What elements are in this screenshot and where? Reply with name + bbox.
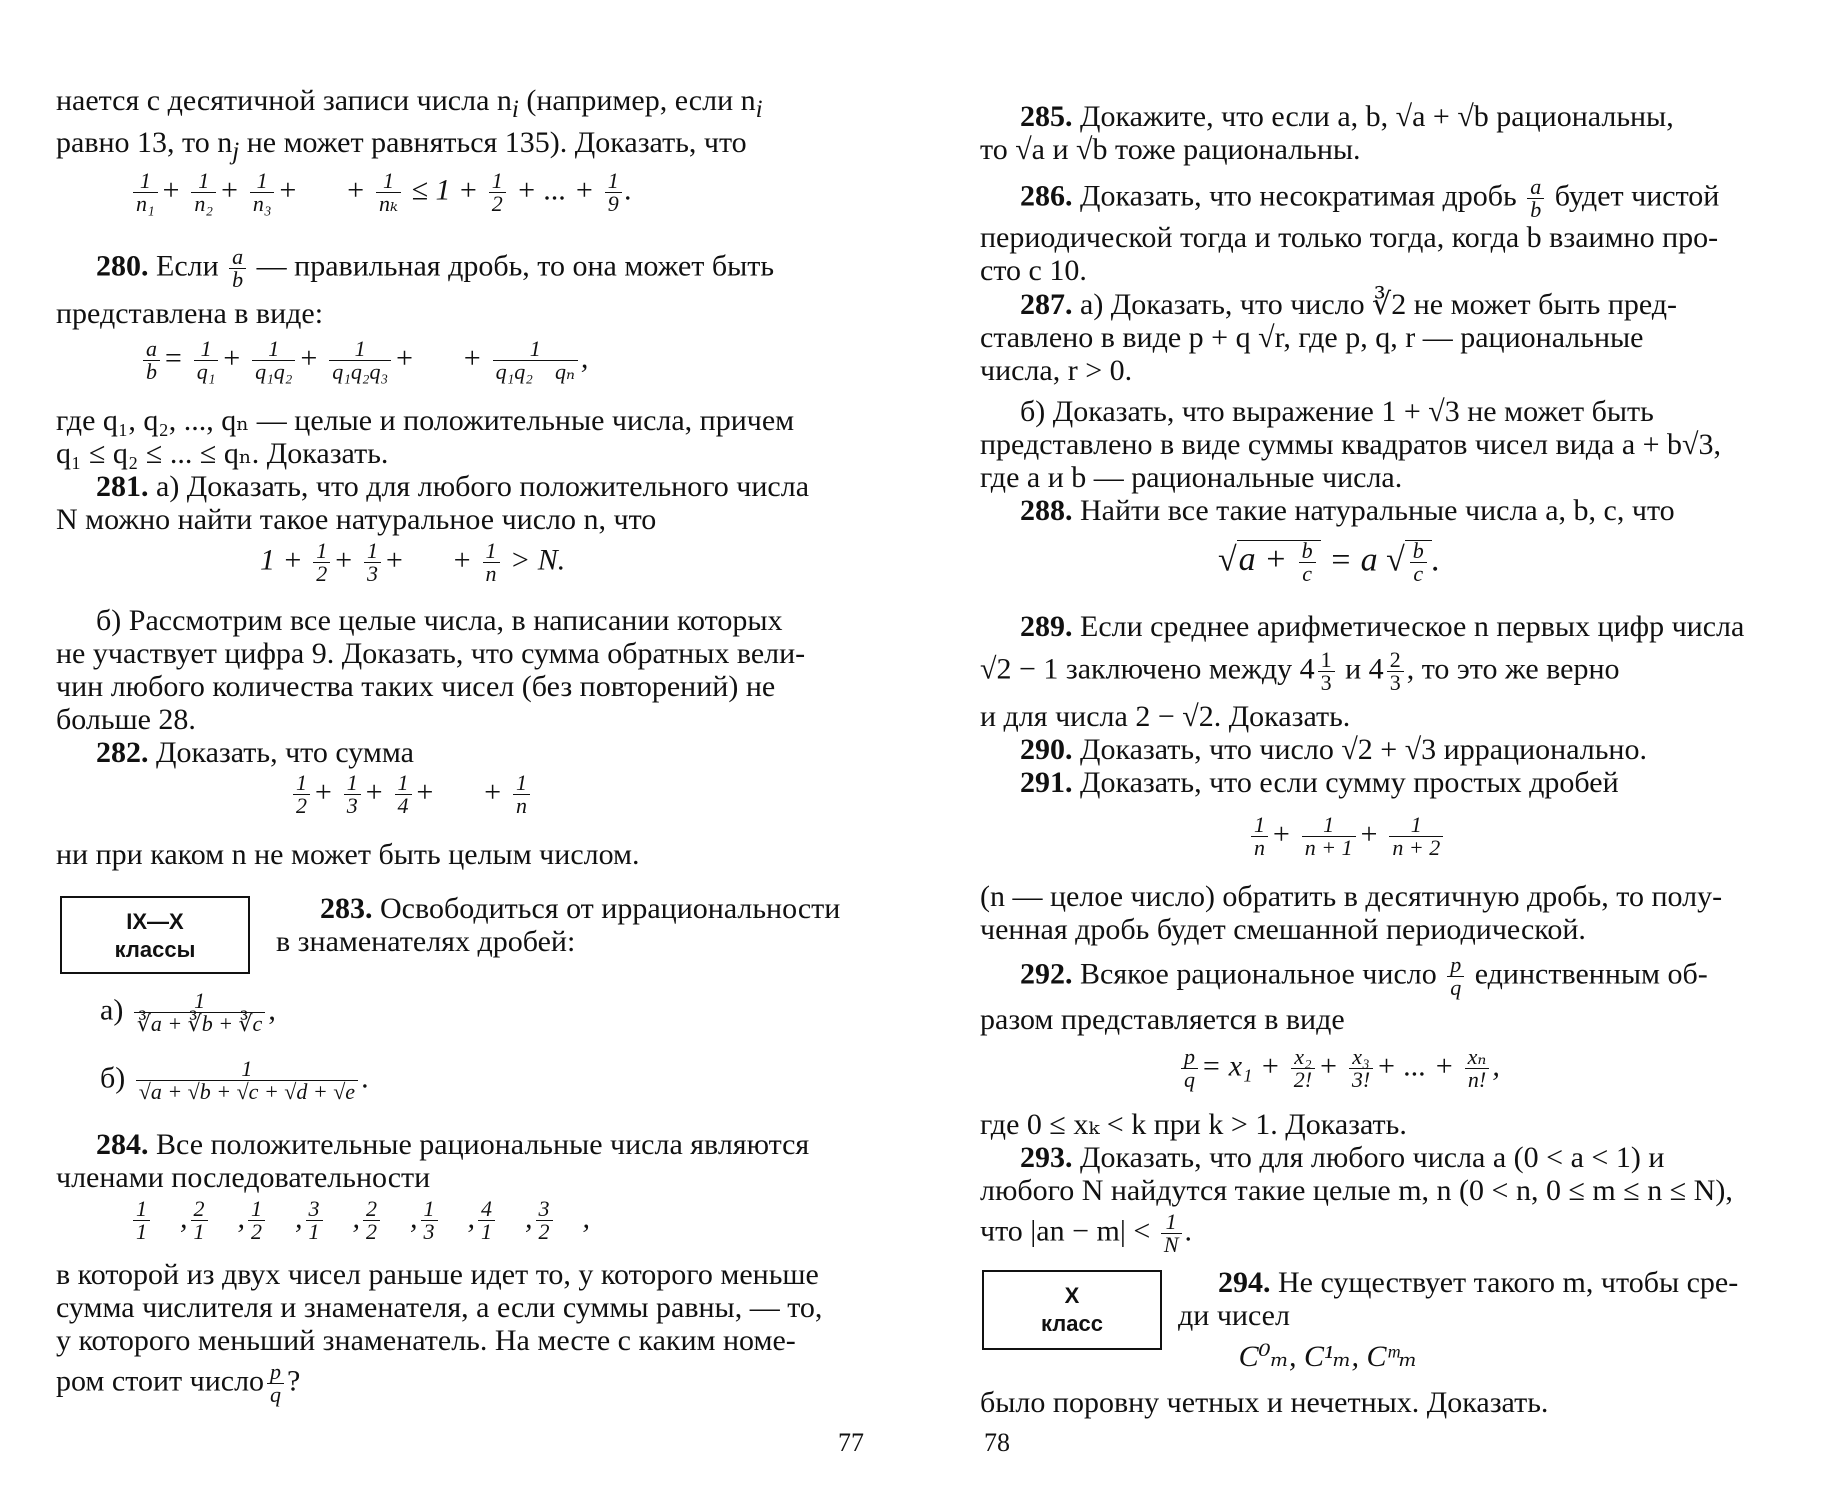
formula-294: C⁰ₘ, C¹ₘ, Cᵐₘ — [1238, 1340, 1418, 1373]
problem-283: 283. Освободиться от иррациональности в знаменателях дробей: — [276, 892, 841, 958]
problem-287: 287. а) Доказать, что число ∛2 не может быть пред- ставлено в виде p + q √r, где p, q, r — рациональные числа, r > 0. б) Доказать, что выражение 1 + √3 не может быть представлено в виде суммы квадратов чисел вида a + b√3, где a и b — рациональные числа. 288. Найти все такие натуральные числа a, b, c, что — [980, 288, 1722, 527]
intro-text: нается с десятичной записи числа $n_i$ (например, если $n_i$ равно 13, то $n_j$ не может равняться 135). Доказать, что — [56, 84, 763, 165]
inequality-formula: $\frac{1}{\text{n₁}}$ + $\frac{1}{\text{n₂}}$ + $\frac{1}{\text{n₃}}$ + + $\frac{1}{\text{nₖ}}$ ≤ 1 + $\frac{1}{2}$ + ... + $\frac{1}{9}$ . — [130, 170, 830, 215]
formula-288: √a + $\frac{b}{c}$ = a √ $\frac{b}{c}$ . — [1218, 538, 1441, 586]
formula-292: $\frac{p}{q}$ = x₁ + $\frac{\text{x₂}}{2!}$ + $\frac{\text{x₃}}{3!}$ + ... + $\frac{\text{xₙ}}{n!}$ , — [1178, 1046, 1678, 1091]
problem-289: 289. Если среднее арифметическое n первых цифр числа √2 − 1 заключено между 4 $\frac{1}{3}$ и 4 $\frac{2}{3}$ , то это же верно и для числа 2 − √2. Доказать. 290. Доказать, что число √2 + √3 иррационально. 291. Доказать, что если сумму простых дробей — [980, 610, 1745, 799]
problem-283-a: а) $\frac{1}{∛a + ∛b + ∛c}$ , — [100, 988, 276, 1036]
page-number: 77 — [838, 1428, 864, 1457]
formula-291: $\frac{1}{n}$ + $\frac{1}{n + 1}$ + $\frac{1}{n + 2}$ — [1248, 814, 1648, 859]
problem-282-tail: ни при каком n не может быть целым числом. — [56, 838, 640, 871]
problem-284: 284. Все положительные рациональные числа являются членами последовательности — [56, 1128, 810, 1194]
formula-280: $\frac{a}{b}$ = $\frac{1}{\text{q₁}}$ + $\frac{1}{\text{q₁q₂}}$ + $\frac{1}{\text{q₁q₂q₃}}$ + + $\frac{1}{\text{q₁q₂ qₙ}}$ , — [140, 338, 840, 383]
problem-280: 280. Если $\frac{a}{b}$ — правильная дробь, то она может быть представлена в виде: — [56, 244, 775, 330]
problem-291-tail: (n — целое число) обратить в десятичную дробь, то полу- ченная дробь будет смешанной периодической. — [980, 880, 1723, 946]
sequence-fraction: $\frac{2}{1}$ — [191, 1198, 208, 1243]
problem-294: 294. Не существует такого m, чтобы сре- ди чисел — [1178, 1266, 1739, 1332]
problem-284-tail: в которой из двух чисел раньше идет то, у которого меньше сумма числителя и знаменателя, а если суммы равны, — то, у которого меньший знаменатель. На месте с каким номе- ром стоит число $\frac{p}{q}$ ? — [56, 1258, 823, 1407]
sequence-fraction: $\frac{1}{2}$ — [248, 1198, 265, 1243]
formula-282: $\frac{1}{2}$ + $\frac{1}{3}$ + $\frac{1}{4}$ + + $\frac{1}{n}$ — [290, 772, 690, 817]
problem-280-tail: где q₁, q₂, ..., qₙ — целые и положительные числа, причем q₁ ≤ q₂ ≤ ... ≤ qₙ. Доказать. 281. а) Доказать, что для любого положительного числа N можно найти такое натуральное число n, что — [56, 404, 810, 536]
page-number: 78 — [984, 1428, 1010, 1457]
sequence-fraction: $\frac{1}{1}$ — [133, 1198, 150, 1243]
problem-283-b: б) $\frac{1}{√a + √b + √c + √d + √e}$ . — [100, 1056, 369, 1104]
problem-292-tail: где 0 ≤ xₖ < k при k > 1. Доказать. 293. Доказать, что для любого числа a (0 < a < 1) и любого N найдутся такие целые m, n (0 < n, 0 ≤ m ≤ n ≤ N), что |an − m| < $\frac{1}{N}$ . — [980, 1108, 1733, 1257]
sequence-284: $\frac{1}{1}$ , $\frac{2}{1}$ , $\frac{1}{2}$ , $\frac{3}{1}$ , $\frac{2}{2}$ , $\frac{1}{3}$ , $\frac{4}{1}$ , $\frac{3}{2}$ , — [130, 1198, 830, 1243]
problem-285: 285. Докажите, что если a, b, √a + √b рациональны, то √a и √b тоже рациональны. — [980, 100, 1674, 166]
grade-box-x: X класс — [982, 1270, 1162, 1350]
sequence-fraction: $\frac{3}{2}$ — [536, 1198, 553, 1243]
sequence-fraction: $\frac{3}{1}$ — [306, 1198, 323, 1243]
grade-box-ix-x: IX—X классы — [60, 896, 250, 974]
formula-281: 1 + $\frac{1}{2}$ + $\frac{1}{3}$ + + $\frac{1}{n}$ > N. — [260, 538, 566, 586]
sequence-fraction: $\frac{4}{1}$ — [478, 1198, 495, 1243]
problem-294-tail: было поровну четных и нечетных. Доказать. — [980, 1386, 1549, 1419]
problem-286: 286. Доказать, что несократимая дробь $\frac{a}{b}$ будет чистой периодической тогда и только тогда, когда b взаимно про- сто с 10. — [980, 174, 1720, 287]
right-page — [918, 0, 1836, 1500]
problem-292: 292. Всякое рациональное число $\frac{p}{q}$ единственным об- разом представляется в виде — [980, 952, 1708, 1036]
sequence-fraction: $\frac{1}{3}$ — [421, 1198, 438, 1243]
problem-281b: б) Рассмотрим все целые числа, в написании которых не участвует цифра 9. Доказать, что сумма обратных вели- чин любого количества таких чисел (без повторений) не больше 28. 282. Доказать, что сумма — [56, 604, 806, 769]
sequence-fraction: $\frac{2}{2}$ — [363, 1198, 380, 1243]
